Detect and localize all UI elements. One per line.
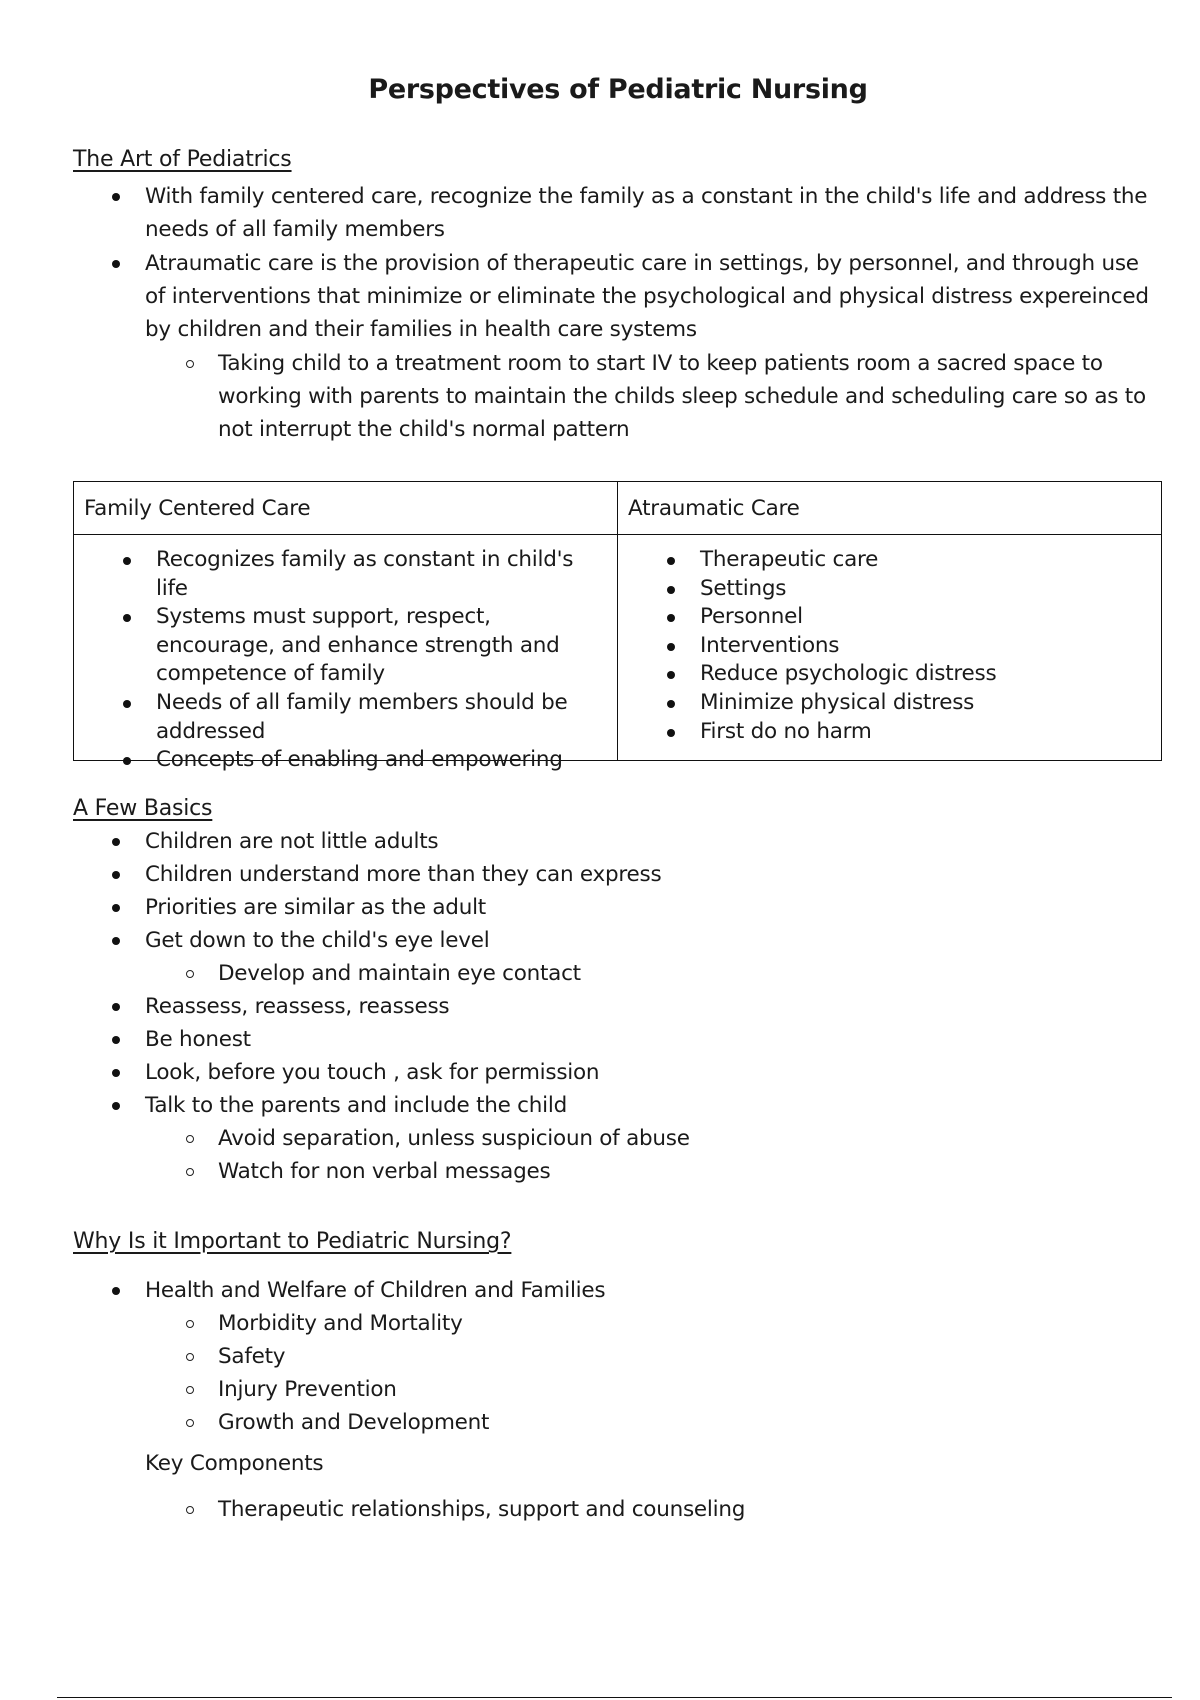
key-components-list [73,1493,1163,1526]
sub-list-item: Watch for non verbal messages [73,1155,1163,1188]
table-list-item: Needs of all family members should be addressed [74,689,609,746]
basics-bullet-list [73,825,1163,1188]
list-item: Priorities are similar as the adult [73,891,1163,924]
list-item: Children are not little adults [73,825,1163,858]
art-bullet-list [73,180,1163,446]
list-item: Look, before you touch , ask for permission [73,1056,1163,1089]
table-cell-family-centered-care [74,546,609,775]
list-item: Talk to the parents and include the child [73,1089,1163,1122]
table-list-item: Personnel [618,603,1153,632]
section-heading-why: Why Is it Important to Pediatric Nursing? [73,1229,512,1254]
table-list-item: Therapeutic care [618,546,1153,575]
sub-list-item: Taking child to a treatment room to start IV to keep patients room a sacred space to working with parents to maintain the childs sleep schedule and scheduling care so as to not interrupt the child's normal pattern [73,347,1163,446]
document-title: Perspectives of Pediatric Nursing [368,74,868,105]
table-list-item: Reduce psychologic distress [618,660,1153,689]
section-heading-art: The Art of Pediatrics [73,147,292,172]
list-item: Atraumatic care is the provision of therapeutic care in settings, by personnel, and through use of interventions that minimize or eliminate the psychological and physical distress expereinced by children and their families in health care systems [73,247,1163,346]
table-cell-atraumatic-care [618,546,1153,746]
list-item: Get down to the child's eye level [73,924,1163,957]
sub-list-item: Safety [73,1340,1163,1373]
table-list-item: Concepts of enabling and empowering [74,746,609,775]
sub-list-item: Therapeutic relationships, support and counseling [73,1493,1163,1526]
table-header-divider [74,534,1161,535]
sub-list-item: Growth and Development [73,1406,1163,1439]
footer-divider [57,1697,1172,1698]
list-item: Reassess, reassess, reassess [73,990,1163,1023]
list-item: With family centered care, recognize the family as a constant in the child's life and address the needs of all family members [73,180,1163,246]
table-header-family-centered-care: Family Centered Care [84,496,311,521]
why-bullet-list [73,1274,1163,1439]
sub-list-item: Morbidity and Mortality [73,1307,1163,1340]
list-item: Health and Welfare of Children and Families [73,1274,1163,1307]
section-heading-basics: A Few Basics [73,796,213,821]
comparison-table [73,481,1162,773]
list-item: Be honest [73,1023,1163,1056]
sub-list-item: Develop and maintain eye contact [73,957,1163,990]
table-header-atraumatic-care: Atraumatic Care [628,496,800,521]
key-components-heading: Key Components [145,1451,324,1476]
sub-list-item: Avoid separation, unless suspicioun of abuse [73,1122,1163,1155]
table-list-item: Interventions [618,632,1153,661]
list-item: Children understand more than they can express [73,858,1163,891]
table-list-item: First do no harm [618,718,1153,747]
table-list-item: Settings [618,575,1153,604]
table-list-item: Minimize physical distress [618,689,1153,718]
table-list-item: Systems must support, respect, encourage, and enhance strength and competence of family [74,603,609,689]
table-list-item: Recognizes family as constant in child's life [74,546,609,603]
sub-list-item: Injury Prevention [73,1373,1163,1406]
